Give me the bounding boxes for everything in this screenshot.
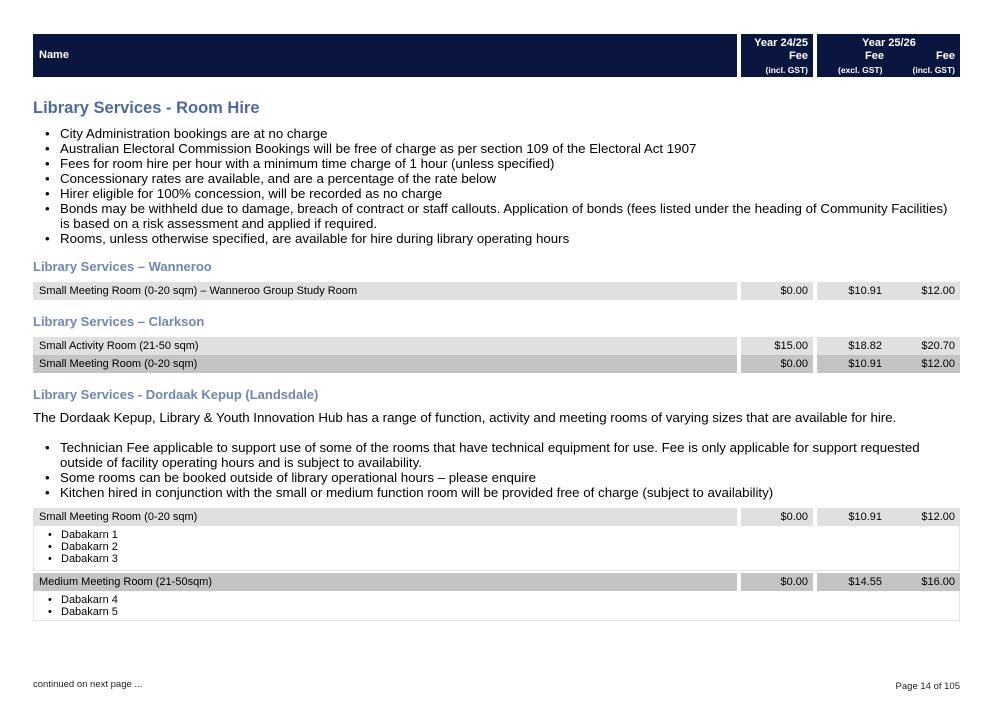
header-excl-gst-label: (excl. GST) xyxy=(838,65,883,75)
list-item: • Hirer eligible for 100% concession, will be recorded as no charge xyxy=(33,186,960,201)
room-hire-bullet-list xyxy=(33,126,960,246)
page-number: Page 14 of 105 xyxy=(895,681,960,692)
dordaak-bullet-list xyxy=(33,440,960,500)
room-list-box xyxy=(33,591,960,621)
row-name: Medium Meeting Room (21-50sqm) xyxy=(33,573,737,591)
header-year-2526-column xyxy=(817,34,960,77)
list-item: • Fees for room hire per hour with a minimum time charge of 1 hour (unless specified) xyxy=(33,156,960,171)
row-fee-excl-gst: $10.91 xyxy=(817,355,887,373)
row-fee-incl-gst: $12.00 xyxy=(887,282,960,300)
dordaak-intro-text: The Dordaak Kepup, Library & Youth Innovation Hub has a range of function, activity and meeting rooms of varying sizes that are available for hire. xyxy=(33,410,897,425)
header-year-2526-label: Year 25/26 xyxy=(862,37,916,49)
row-fee-incl-gst: $20.70 xyxy=(887,337,960,355)
row-fee-incl-gst: $12.00 xyxy=(887,508,960,526)
section-title-room-hire: Library Services - Room Hire xyxy=(33,99,260,117)
header-name-column xyxy=(33,34,737,77)
header-fee-excl-label: Fee xyxy=(865,50,884,62)
list-item: • Technician Fee applicable to support use of some of the rooms that have technical equipment for use. Fee is only applicable for support requested outside of facility operating hours and is subject to availability. xyxy=(33,440,960,470)
room-list xyxy=(34,526,959,567)
section-title-dordaak-kepup: Library Services - Dordaak Kepup (Landsdale) xyxy=(33,387,319,402)
header-incl-gst-label-2: (incl. GST) xyxy=(912,65,955,75)
row-name: Small Meeting Room (0-20 sqm) – Wanneroo Group Study Room xyxy=(33,282,737,300)
row-fee-2425: $0.00 xyxy=(741,282,813,300)
list-item: • Some rooms can be booked outside of library operational hours – please enquire xyxy=(33,470,960,485)
row-fee-incl-gst: $12.00 xyxy=(887,355,960,373)
section-title-wanneroo: Library Services – Wanneroo xyxy=(33,259,212,274)
row-fee-excl-gst: $14.55 xyxy=(817,573,887,591)
list-item: • Dabakarn 2 xyxy=(34,541,959,553)
list-item: • Dabakarn 5 xyxy=(34,606,959,618)
header-name-label: Name xyxy=(39,49,69,61)
row-name: Small Meeting Room (0-20 sqm) xyxy=(33,508,737,526)
row-fee-2425: $0.00 xyxy=(741,508,813,526)
row-fee-2425: $0.00 xyxy=(741,355,813,373)
header-fee-incl-label: Fee xyxy=(936,50,955,62)
continued-note: continued on next page ... xyxy=(33,679,143,690)
list-item: • Dabakarn 1 xyxy=(34,529,959,541)
room-list-box xyxy=(33,526,960,571)
list-item: • City Administration bookings are at no charge xyxy=(33,126,960,141)
header-fee-label: Fee xyxy=(789,50,808,62)
row-fee-excl-gst: $18.82 xyxy=(817,337,887,355)
header-year-2425-label: Year 24/25 xyxy=(754,37,808,49)
row-fee-excl-gst: $10.91 xyxy=(817,282,887,300)
header-incl-gst-label: (incl. GST) xyxy=(765,65,808,75)
row-fee-excl-gst: $10.91 xyxy=(817,508,887,526)
list-item: • Bonds may be withheld due to damage, breach of contract or staff callouts. Application of bonds (fees listed under the heading of Community Facilities) is based on a risk assessment and applied if required. xyxy=(33,201,960,231)
list-item: • Dabakarn 4 xyxy=(34,594,959,606)
list-item: • Rooms, unless otherwise specified, are available for hire during library operating hours xyxy=(33,231,960,246)
list-item: • Concessionary rates are available, and are a percentage of the rate below xyxy=(33,171,960,186)
list-item: • Dabakarn 3 xyxy=(34,553,959,565)
row-name: Small Meeting Room (0-20 sqm) xyxy=(33,355,737,373)
row-fee-incl-gst: $16.00 xyxy=(887,573,960,591)
row-name: Small Activity Room (21-50 sqm) xyxy=(33,337,737,355)
section-title-clarkson: Library Services – Clarkson xyxy=(33,314,205,329)
row-fee-2425: $15.00 xyxy=(741,337,813,355)
row-fee-2425: $0.00 xyxy=(741,573,813,591)
room-list xyxy=(34,591,959,620)
header-year-2425-column xyxy=(741,34,813,77)
list-item: • Australian Electoral Commission Bookings will be free of charge as per section 109 of the Electoral Act 1907 xyxy=(33,141,960,156)
list-item: • Kitchen hired in conjunction with the small or medium function room will be provided free of charge (subject to availability) xyxy=(33,485,960,500)
